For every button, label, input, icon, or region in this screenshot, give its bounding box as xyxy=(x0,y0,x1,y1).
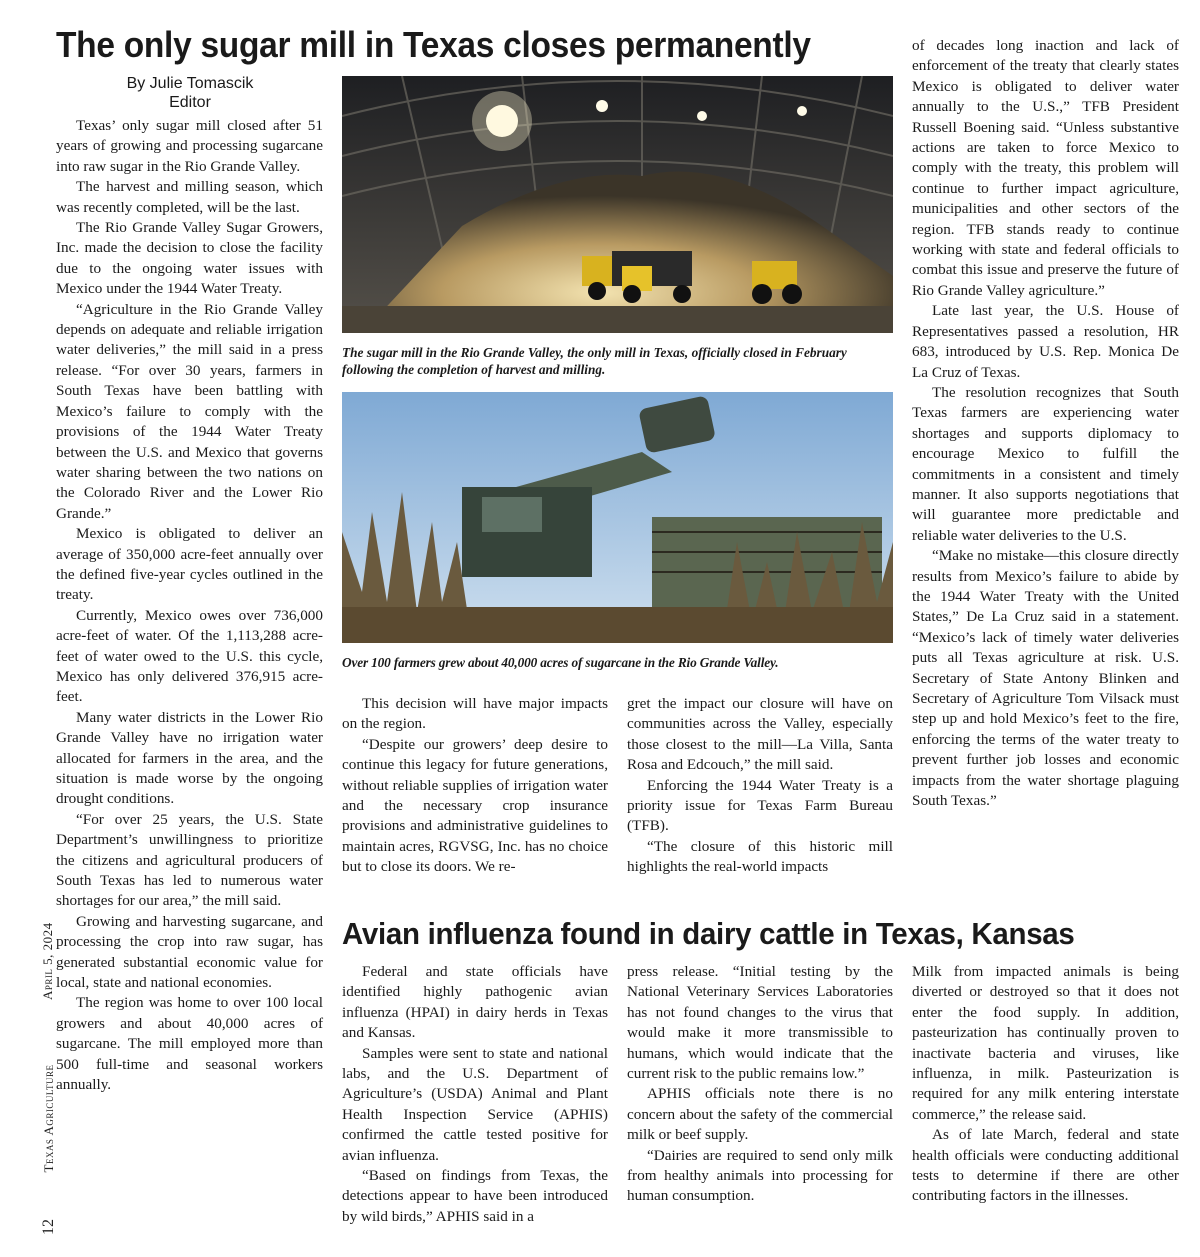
article1-column-4 xyxy=(912,36,1179,811)
photo-sugar-warehouse xyxy=(342,76,893,333)
warehouse-illustration xyxy=(342,76,893,333)
paragraph: The Rio Grande Valley Sugar Growers, Inc. made the decision to close the facility due to the ongoing water issues with Mexico under the 1944 Water Treaty. xyxy=(56,219,323,298)
paragraph: “Make no mistake—this closure directly results from Mexico’s failure to abide by the 1944 Water Treaty with the United States,” De La Cruz said in a statement. “Mexico’s lack of timely water deliveries puts all Texas agriculture at risk. U.S. Secretary of State Antony Blinken and Secretary of Agriculture Tom Vilsack must step up and hold Mexico’s feet to the fire, enforcing the terms of the water treaty to prevent further job losses and economic impacts from the water shortage plaguing South Texas.” xyxy=(912,547,1179,810)
paragraph: Late last year, the U.S. House of Representatives passed a resolution, HR 683, introduced by U.S. Rep. Monica De La Cruz of Texas. xyxy=(912,302,1179,381)
paragraph: Enforcing the 1944 Water Treaty is a priority issue for Texas Farm Bureau (TFB). xyxy=(627,776,893,835)
paragraph: The harvest and milling season, which was recently completed, will be the last. xyxy=(56,178,323,216)
paragraph: “Based on findings from Texas, the detections appear to have been introduced by wild birds,” APHIS said in a xyxy=(342,1167,608,1225)
paragraph: As of late March, federal and state health officials were conducting additional tests to determine if there are other contributing factors in the illnesses. xyxy=(912,1126,1179,1205)
headline-avian-influenza: Avian influenza found in dairy cattle in Texas, Kansas xyxy=(342,916,1075,951)
harvest-illustration xyxy=(342,392,893,643)
paragraph: Growing and harvesting sugarcane, and processing the crop into raw sugar, has generated substantial economic value for local, state and national economies. xyxy=(56,912,323,992)
publication-name: Texas Agriculture xyxy=(41,1064,56,1173)
date-label: April 5, 2024 xyxy=(40,922,55,1000)
paragraph: “The closure of this historic mill highlights the real-world impacts xyxy=(627,837,893,876)
paragraph: “Dairies are required to send only milk from healthy animals into processing for human consumption. xyxy=(627,1146,893,1205)
caption-harvest: Over 100 farmers grew about 40,000 acres of sugarcane in the Rio Grande Valley. xyxy=(342,655,779,670)
paragraph-continued: press release. “Initial testing by the National Veterinary Services Laboratories has not found changes to the virus that would make it more transmissible to humans, which would indicate that the current risk to the public remains low.” xyxy=(627,963,893,1083)
paragraph-continued: Milk from impacted animals is being diverted or destroyed so that it does not enter the food supply. In addition, pasteurization has continually proven to inactivate bacteria and viruses, like influenza, in milk. Pasteurization is required for any milk entering interstate commerce,” the release said. xyxy=(912,963,1179,1123)
article2-column-2 xyxy=(342,962,608,1227)
paragraph: Many water districts in the Lower Rio Grande Valley have no irrigation water allocated for farmers in the area, and the situation is made worse by the ongoing drought conditions. xyxy=(56,708,323,808)
issue-date xyxy=(40,922,56,1000)
article2-column-4 xyxy=(912,962,1179,1207)
paragraph: Federal and state officials have identified highly pathogenic avian influenza (HPAI) in dairy herds in Texas and Kansas. xyxy=(342,963,608,1042)
paragraph: Texas’ only sugar mill closed after 51 years of growing and processing sugarcane into raw sugar in the Rio Grande Valley. xyxy=(56,117,323,175)
headline-sugar-mill: The only sugar mill in Texas closes permanently xyxy=(56,24,811,65)
paragraph: Currently, Mexico owes over 736,000 acre-feet of water. Of the 1,113,288 acre-feet of water owed to the U.S. this cycle, Mexico has only delivered 376,915 acre-feet. xyxy=(56,606,323,706)
paragraph: The region was home to over 100 local growers and about 40,000 acres of sugarcane. The mill employed more than 500 full-time and seasonal workers annually. xyxy=(56,994,323,1094)
paragraph: “For over 25 years, the U.S. State Department’s unwillingness to prioritize the citizens and agricultural producers of South Texas has led to numerous water shortages for our area,” the mill said. xyxy=(56,810,323,910)
byline-role: Editor xyxy=(169,94,211,111)
photo-sugarcane-harvest xyxy=(342,392,893,643)
article1-column-2 xyxy=(342,694,608,878)
byline-author: By Julie Tomascik xyxy=(126,75,254,92)
paragraph: “Despite our growers’ deep desire to continue this legacy for future generations, without reliable supplies of irrigation water and the necessary crop insurance provisions and administrative guidelines to maintain acres, RGVSG, Inc. has no choice but to close its doors. We re- xyxy=(342,735,608,876)
page-number: 12 xyxy=(40,1219,57,1235)
paragraph: This decision will have major impacts on the region. xyxy=(342,695,608,733)
article1-column-1 xyxy=(56,116,323,1096)
paragraph: Mexico is obligated to deliver an average of 350,000 acre-feet annually over the defined five-year cycles outlined in the treaty. xyxy=(56,525,323,604)
article2-column-3 xyxy=(627,962,893,1207)
article1-column-3 xyxy=(627,694,893,878)
paragraph-continued: of decades long inaction and lack of enforcement of the treaty that clearly states Mexico is obligated to deliver water annually to the U.S.,” TFB President Russell Boening said. “Unless substantive actions are taken to force Mexico to comply with the treaty, this problem will continue to further impact agriculture, municipalities and other sectors of the region. TFB stands ready to continue working with state and federal officials to combat this issue and preserve the future of Rio Grande Valley agriculture.” xyxy=(912,37,1179,299)
paragraph: APHIS officials note there is no concern about the safety of the commercial milk or beef supply. xyxy=(627,1085,893,1144)
paragraph-continued: gret the impact our closure will have on communities across the Valley, especially those closest to the mill—La Villa, Santa Rosa and Edcouch,” the mill said. xyxy=(627,695,893,774)
caption-warehouse: The sugar mill in the Rio Grande Valley, the only mill in Texas, officially closed in February following the completion of harvest and milling. xyxy=(342,345,847,377)
paragraph: The resolution recognizes that South Texas farmers are experiencing water shortages and supports diplomacy to encourage Mexico to fulfill the commitments in a consistent and timely manner. It also supports negotiations that will guarantee more predictable and reliable water deliveries to the U.S. xyxy=(912,383,1179,544)
paragraph: Samples were sent to state and national labs, and the U.S. Department of Agriculture’s (USDA) Animal and Plant Health Inspection Service (APHIS) confirmed the cattle tested positive for avian influenza. xyxy=(342,1044,608,1164)
paragraph: “Agriculture in the Rio Grande Valley depends on adequate and reliable irrigation water deliveries,” the mill said in a press release. “For over 30 years, farmers in South Texas have been battling with Mexico’s failure to comply with the provisions of the 1944 Water Treaty between the U.S. and Mexico that governs water sharing between the two nations on the Colorado River and the Lower Rio Grande.” xyxy=(56,300,323,522)
byline xyxy=(60,74,320,112)
